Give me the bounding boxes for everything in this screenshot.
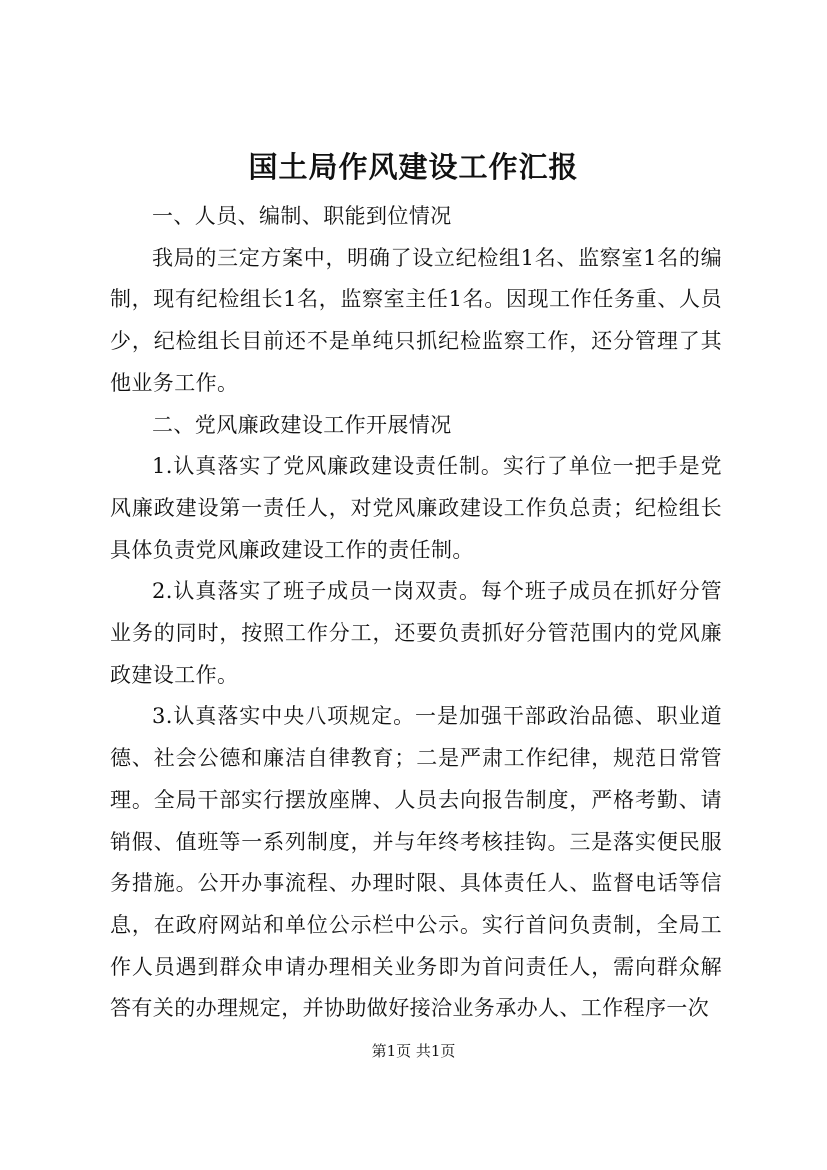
paragraph-item-2: 2.认真落实了班子成员一岗双责。每个班子成员在抓好分管业务的同时，按照工作分工，还要负责抓好分管范围内的党风廉政建设工作。 — [110, 579, 722, 687]
section-heading-2: 二、党风廉政建设工作开展情况 — [152, 412, 452, 437]
document-title: 国土局作风建设工作汇报 — [248, 150, 579, 184]
paragraph-staffing: 我局的三定方案中，明确了设立纪检组1名、监察室1名的编制，现有纪检组长1名，监察室主任1名。因现工作任务重、人员少，纪检组长目前还不是单纯只抓纪检监察工作，还分管理了其他业务工作。 — [110, 245, 722, 395]
paragraph-item-3: 3.认真落实中央八项规定。一是加强干部政治品德、职业道德、社会公德和廉洁自律教育；二是严肃工作纪律，规范日常管理。全局干部实行摆放座牌、人员去向报告制度，严格考勤、请销假、值班等一系列制度，并与年终考核挂钩。三是落实便民服务措施。公开办事流程、办理时限、具体责任人、监督电话等信息，在政府网站和单位公示栏中公示。实行首问负责制，全局工作人员遇到群众申请办理相关业务即为首问责任人，需向群众解答有关的办理规定，并协助做好接洽业务承办人、工作程序一次 — [110, 704, 722, 1021]
page-number-footer: 第1页 共1页 — [371, 1042, 456, 1060]
document-body — [110, 196, 722, 1030]
paragraph-item-1: 1.认真落实了党风廉政建设责任制。实行了单位一把手是党风廉政建设第一责任人，对党风廉政建设工作负总责；纪检组长具体负责党风廉政建设工作的责任制。 — [110, 454, 722, 562]
section-heading-1: 一、人员、编制、职能到位情况 — [152, 204, 452, 228]
